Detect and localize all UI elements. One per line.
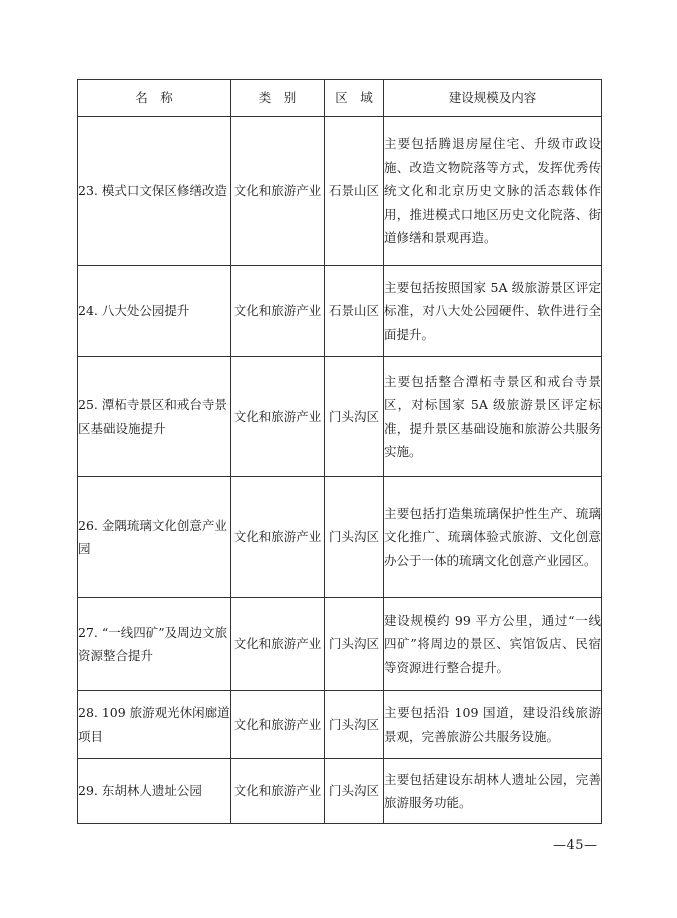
- row-type: 文化和旅游产业: [231, 598, 325, 691]
- header-type: 类 别: [231, 80, 325, 117]
- header-content: 建设规模及内容: [384, 80, 602, 117]
- row-name: 25. 潭柘寺景区和戒台寺景区基础设施提升: [78, 357, 231, 477]
- row-content: 建设规模约 99 平方公里，通过“一线四矿”将周边的景区、宾馆饭店、民宿等资源进行整合提升。: [384, 598, 602, 691]
- row-content: 主要包括整合潭柘寺景区和戒台寺景区，对标国家 5A 级旅游景区评定标准，提升景区基础设施和旅游公共服务实施。: [384, 357, 602, 477]
- header-name: 名 称: [78, 80, 231, 117]
- row-type: 文化和旅游产业: [231, 477, 325, 598]
- table-row: [78, 357, 602, 477]
- table-row: [78, 598, 602, 691]
- project-table: [77, 79, 602, 824]
- table-row: [78, 759, 602, 824]
- row-content: 主要包括沿 109 国道，建设沿线旅游景观，完善旅游公共服务设施。: [384, 691, 602, 759]
- table-row: [78, 117, 602, 266]
- row-type: 文化和旅游产业: [231, 357, 325, 477]
- row-name: 23. 模式口文保区修缮改造: [78, 117, 231, 266]
- row-content: 主要包括腾退房屋住宅、升级市政设施、改造文物院落等方式，发挥优秀传统文化和北京历史文脉的活态载体作用，推进模式口地区历史文化院落、街道修缮和景观再造。: [384, 117, 602, 266]
- row-content: 主要包括按照国家 5A 级旅游景区评定标准，对八大处公园硬件、软件进行全面提升。: [384, 266, 602, 357]
- row-name: 24. 八大处公园提升: [78, 266, 231, 357]
- row-type: 文化和旅游产业: [231, 759, 325, 824]
- row-name: 27. “一线四矿”及周边文旅资源整合提升: [78, 598, 231, 691]
- row-area: 门头沟区: [325, 357, 384, 477]
- row-name: 29. 东胡林人遗址公园: [78, 759, 231, 824]
- row-type: 文化和旅游产业: [231, 117, 325, 266]
- row-area: 门头沟区: [325, 691, 384, 759]
- table-row: [78, 477, 602, 598]
- page-number: —45—: [553, 838, 598, 853]
- table-header-row: [78, 80, 602, 117]
- header-area: 区 域: [325, 80, 384, 117]
- row-area: 石景山区: [325, 117, 384, 266]
- table-row: [78, 691, 602, 759]
- row-area: 门头沟区: [325, 598, 384, 691]
- row-name: 26. 金隅琉璃文化创意产业园: [78, 477, 231, 598]
- row-type: 文化和旅游产业: [231, 691, 325, 759]
- row-content: 主要包括打造集琉璃保护性生产、琉璃文化推广、琉璃体验式旅游、文化创意办公于一体的琉璃文化创意产业园区。: [384, 477, 602, 598]
- row-area: 门头沟区: [325, 477, 384, 598]
- table-row: [78, 266, 602, 357]
- row-type: 文化和旅游产业: [231, 266, 325, 357]
- row-name: 28. 109 旅游观光休闲廊道项目: [78, 691, 231, 759]
- row-area: 石景山区: [325, 266, 384, 357]
- row-content: 主要包括建设东胡林人遗址公园，完善旅游服务功能。: [384, 759, 602, 824]
- row-area: 门头沟区: [325, 759, 384, 824]
